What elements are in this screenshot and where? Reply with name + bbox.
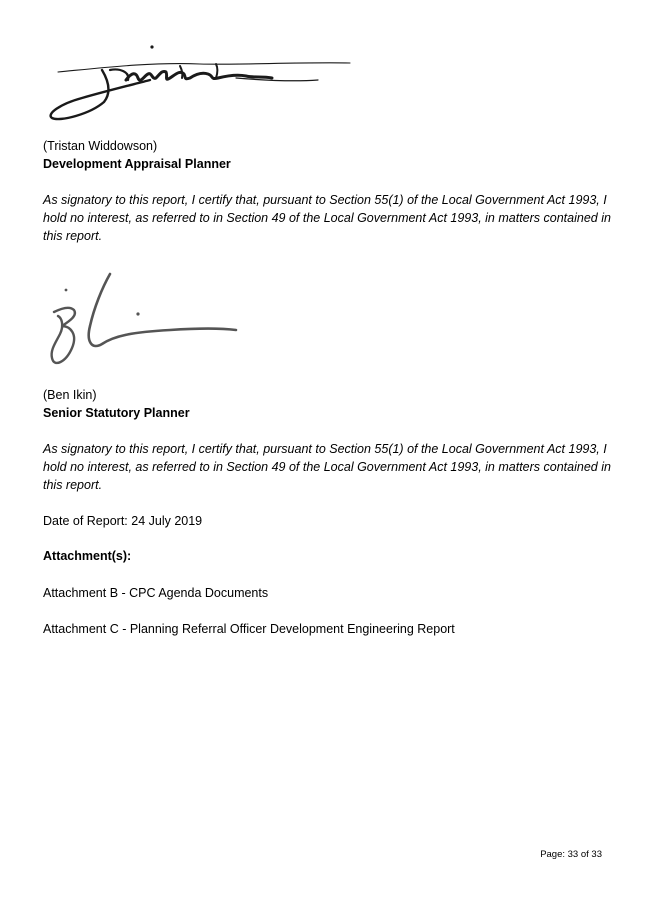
attachments-heading: Attachment(s): [43,549,132,563]
signatory-1-name: (Tristan Widdowson) [43,139,158,153]
signature-tristan-widdowson [40,40,360,130]
signatory-2-declaration: As signatory to this report, I certify that, pursuant to Section 55(1) of the Local Government Act 1993, I hold no interest, as referred to in Section 49 of the Local Government Act 1993, in matters contained in this report. [43,442,611,492]
attachment-b: Attachment B - CPC Agenda Documents [43,586,269,600]
signatory-2-name: (Ben Ikin) [43,388,97,402]
page-number: Page: 33 of 33 [540,849,602,860]
report-date: Date of Report: 24 July 2019 [43,514,203,528]
signatory-2-title: Senior Statutory Planner [43,406,190,420]
signature-ben-ikin [40,268,250,378]
attachment-c: Attachment C - Planning Referral Officer Development Engineering Report [43,622,455,636]
signatory-1-title: Development Appraisal Planner [43,157,231,171]
signatory-1-declaration: As signatory to this report, I certify that, pursuant to Section 55(1) of the Local Government Act 1993, I hold no interest, as referred to in Section 49 of the Local Government Act 1993, in matters contained in this report. [43,193,611,243]
